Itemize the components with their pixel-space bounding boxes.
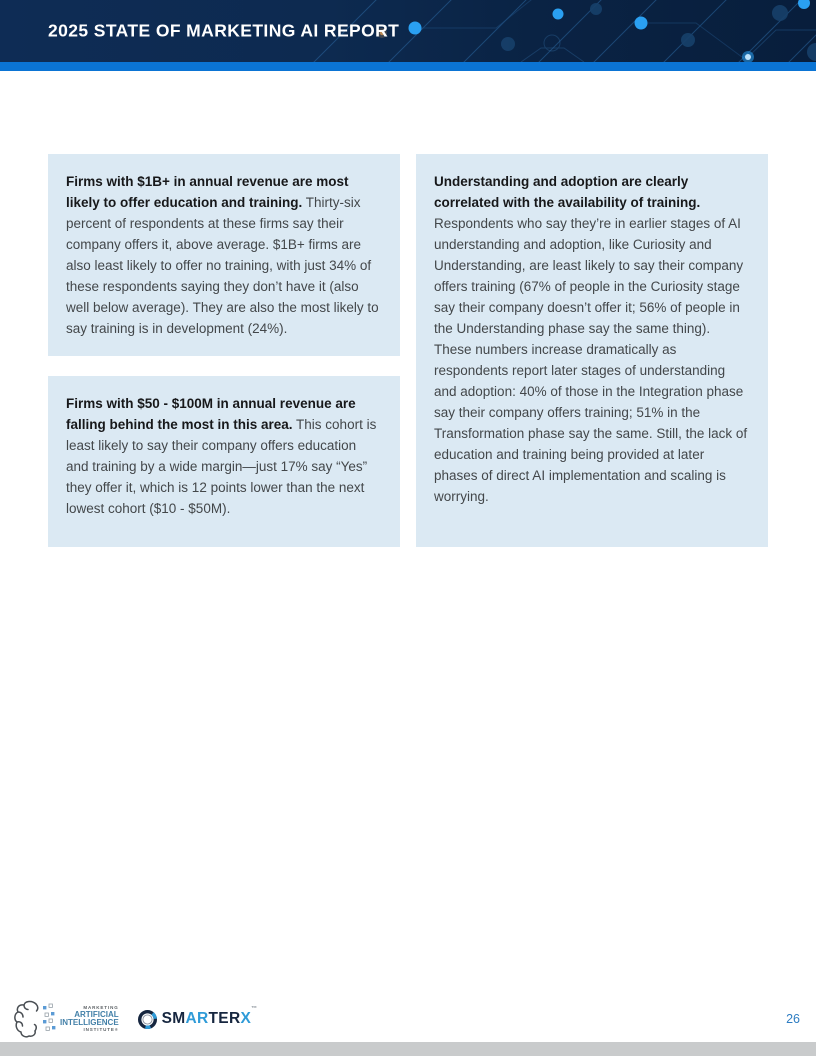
card-paragraph [434, 339, 750, 507]
maii-line-artificial: ARTIFICIAL [74, 1009, 119, 1019]
smarterx-wordmark: SMARTERX™ [161, 1006, 258, 1027]
page-content [48, 154, 768, 547]
card-body: Thirty-six percent of respondents at these firms say their company offers it, above average. $1B+ firms are also least likely to offer no training, with just 34% of these respondents saying they don’t have it (also well below average). They are also the most likely to say training is in development (24%). [66, 195, 379, 336]
maii-line-intelligence: INTELLIGENCE [60, 1018, 119, 1027]
smarterx-logo [137, 1006, 258, 1030]
card-heading: Firms with $50 - $100M in annual revenue are falling behind the most in this area. [66, 396, 356, 432]
registered-mark: ® [114, 1026, 119, 1032]
card-heading: Firms with $1B+ in annual revenue are most likely to offer education and training. [66, 174, 349, 210]
maii-line-marketing: MARKETING [83, 1005, 119, 1010]
smarterx-ring-icon [137, 1009, 158, 1030]
maii-logo-text [60, 1006, 119, 1032]
card-heading: Understanding and adoption are clearly correlated with the availability of training. [434, 174, 701, 210]
card-paragraph [66, 393, 382, 519]
card-body: This cohort is least likely to say their company offers education and training by a wide margin—just 17% say “Yes” they offer it, which is 12 points lower than the next lowest cohort ($10 - $50M). [66, 417, 377, 516]
report-header [0, 0, 816, 62]
footer-bar [0, 1042, 816, 1056]
insight-card-training-correlation [416, 154, 768, 547]
card-body: Respondents who say they’re in earlier stages of AI understanding and adoption, like Curiosity and Understanding, are least likely to say their company offers training (67% of people in the Curiosity stage say their company doesn’t offer it; 56% of people in the Understanding phase say the same thing). [434, 216, 744, 336]
right-column [416, 154, 768, 547]
page-number: 26 [786, 1012, 800, 1026]
circuit-squares-icon [42, 1003, 56, 1035]
card-paragraph [66, 171, 382, 339]
brain-icon [14, 999, 40, 1039]
insight-card-revenue-1b [48, 154, 400, 356]
card-body: These numbers increase dramatically as respondents report later stages of understanding and adoption: 40% of those in the Integration phase say their company offers training; 51% in the Transformation phase say the same. Still, the lack of education and training being provided at later phases of direct AI implementation and scaling is worrying. [434, 342, 748, 504]
trademark-mark: ™ [251, 1006, 258, 1012]
left-column [48, 154, 400, 547]
report-title: 2025 STATE OF MARKETING AI REPORT [48, 20, 400, 41]
page-footer [0, 996, 816, 1042]
header-accent-stripe [0, 62, 816, 71]
maii-line-institute: INSTITUTE® [83, 1026, 119, 1032]
maii-logo [14, 999, 119, 1039]
insight-card-revenue-50-100m [48, 376, 400, 547]
card-paragraph [434, 171, 750, 339]
